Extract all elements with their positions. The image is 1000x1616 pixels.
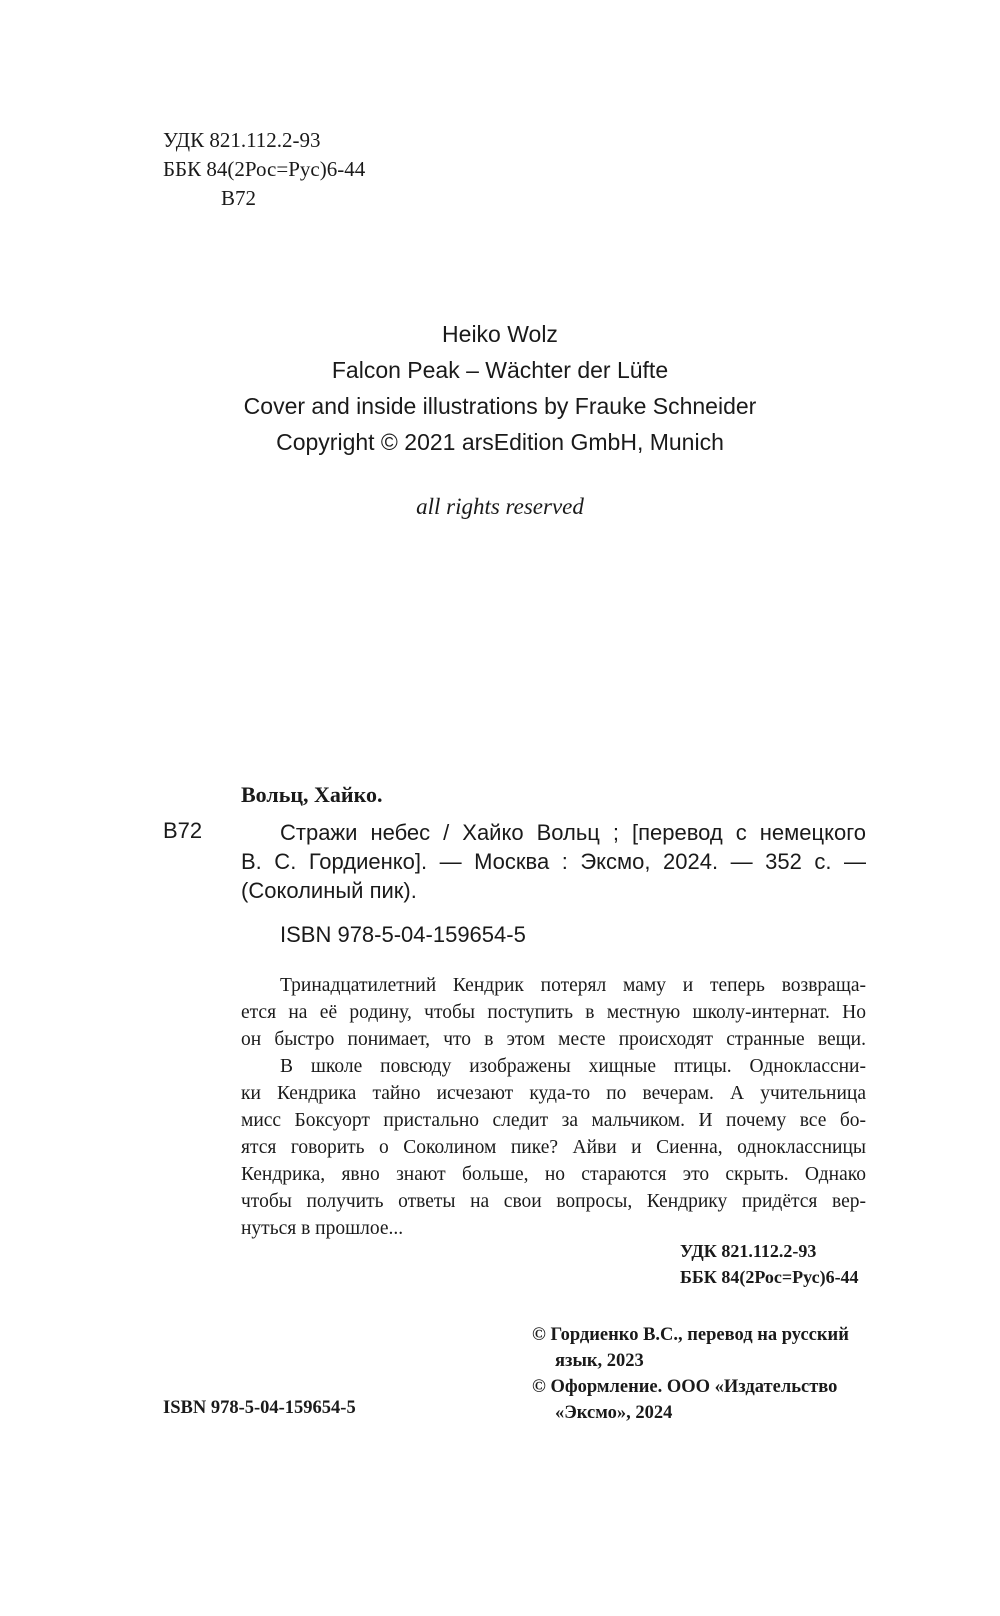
rights-reserved: all rights reserved	[416, 494, 584, 519]
description-line: В. С. Гордиенко]. — Москва : Эксмо, 2024. — 352 с. —	[241, 849, 866, 874]
illustrations-credit: Cover and inside illustrations by Frauke Schneider	[243, 393, 757, 419]
original-title: Falcon Peak – Wächter der Lüfte	[331, 357, 669, 383]
isbn-bottom: ISBN 978-5-04-159654-5	[163, 1398, 356, 1418]
translation-copyright-cont: язык, 2023	[555, 1351, 644, 1371]
original-copyright: Copyright © 2021 arsEdition GmbH, Munich	[276, 429, 724, 455]
bbk-code-bottom: ББК 84(2Рос=Рус)6-44	[680, 1267, 859, 1287]
record-heading: Вольц, Хайко.	[241, 782, 383, 807]
design-copyright-cont: «Эксмо», 2024	[555, 1403, 673, 1423]
description-line: Стражи небес / Хайко Вольц ; [перевод с немецкого	[280, 820, 866, 845]
annotation	[241, 972, 866, 1242]
udk-code: УДК 821.112.2-93	[163, 128, 321, 152]
author-mark: В72	[221, 186, 257, 210]
annotation-line: нуться в прошлое...	[241, 1218, 404, 1239]
annotation-line: Тринадцатилетний Кендрик потерял маму и теперь возвраща-	[280, 975, 866, 996]
design-copyright: © Оформление. ООО «Издательство	[532, 1377, 838, 1397]
annotation-line: он быстро понимает, что в этом месте происходят странные вещи.	[241, 1029, 866, 1050]
translation-copyright: © Гордиенко В.С., перевод на русский	[532, 1325, 849, 1345]
annotation-line: Кендрика, явно знают больше, но стараются это скрыть. Однако	[241, 1164, 866, 1185]
annotation-line: В школе повсюду изображены хищные птицы. Одноклассни-	[280, 1056, 866, 1077]
description-line: (Соколиный пик).	[241, 878, 417, 903]
original-edition-block	[200, 316, 800, 460]
classification-block-top	[163, 126, 365, 213]
annotation-line: мисс Боксуорт пристально следит за мальчиком. И почему все бо-	[241, 1110, 866, 1131]
record-isbn: ISBN 978-5-04-159654-5	[280, 922, 526, 947]
copyright-block	[532, 1322, 849, 1426]
original-author: Heiko Wolz	[442, 321, 558, 347]
bbk-code: ББК 84(2Рос=Рус)6-44	[163, 157, 366, 181]
annotation-line: ятся говорить о Соколином пике? Айви и Сиенна, одноклассницы	[241, 1137, 866, 1158]
classification-block-bottom	[680, 1238, 859, 1290]
annotation-line: ки Кендрика тайно исчезают куда-то по вечерам. А учительница	[241, 1083, 866, 1104]
annotation-line: чтобы получить ответы на свои вопросы, Кендрику придётся вер-	[241, 1191, 866, 1212]
record-author-mark: В72	[163, 818, 203, 843]
record-description	[241, 818, 866, 905]
annotation-line: ется на её родину, чтобы поступить в местную школу-интернат. Но	[241, 1002, 866, 1023]
udk-code-bottom: УДК 821.112.2-93	[680, 1241, 817, 1261]
